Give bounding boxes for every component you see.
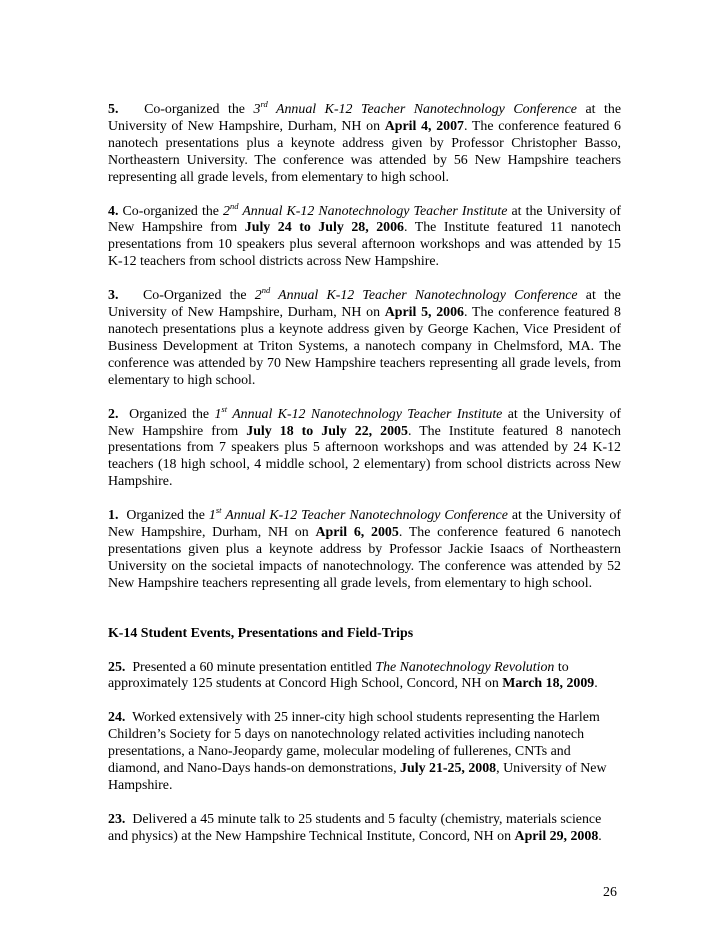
event-date: July 24 to July 28, 2006 bbox=[244, 220, 404, 236]
section-heading: K-14 Student Events, Presentations and Field-Trips bbox=[108, 625, 414, 641]
conference-item-5: 5. Co-organized the 3rd Annual K-12 Teacher Nanotechnology Conference at the University of New Hampshire, Durham, NH on April 4, 2007. The conference featured 6 nanotech presentations plus a keynote address given by Professor Christopher Basso, Northeastern University. The conference was attended by 56 New Hampshire teachers representing all grade levels, from elementary to high school. bbox=[108, 99, 621, 185]
conference-item-2: 2. Organized the 1st Annual K-12 Nanotechnology Teacher Institute at the University of New Hampshire from July 18 to July 22, 2005. The Institute featured 8 nanotech presentations from 7 speakers plus 5 afternoon workshops and was attended by 24 K-12 teachers (18 high school, 4 middle school, 2 elementary) from school districts across New Hampshire. bbox=[108, 403, 622, 490]
item-number: 4. bbox=[108, 203, 119, 219]
event-title: Annual K-12 Teacher Nanotechnology Conference bbox=[221, 508, 508, 524]
event-date: July 21-25, 2008 bbox=[400, 761, 497, 777]
event-date: July 18 to July 22, 2005 bbox=[246, 423, 408, 439]
event-title: Annual K-12 Teacher Nanotechnology Conference bbox=[267, 102, 577, 117]
event-date: March 18, 2009 bbox=[502, 676, 595, 692]
item-number: 24. bbox=[108, 710, 126, 726]
event-title: Annual K-12 Nanotechnology Teacher Institute bbox=[227, 406, 503, 422]
event-title: Annual K-12 Nanotechnology Teacher Institute bbox=[238, 203, 508, 219]
item-number: 3. bbox=[108, 288, 119, 304]
item-number: 2. bbox=[108, 406, 119, 422]
item-number: 23. bbox=[108, 811, 126, 827]
page-content bbox=[108, 99, 622, 846]
event-item-24: 24. Worked extensively with 25 inner-city high school students representing the Harlem Children’s Society for 5 days on nanotechnology related activities including nanotech presentations, a Nano-Jeopardy game, molecular modeling of fullerenes, CNTs and diamond, and Nano-Days hands-on demonstrations, July 21-25, 2008, University of New Hampshire. bbox=[108, 710, 607, 793]
event-title: Annual K-12 Teacher Nanotechnology Conference bbox=[270, 288, 578, 304]
event-item-23: 23. Delivered a 45 minute talk to 25 students and 5 faculty (chemistry, materials science and physics) at the New Hampshire Technical Institute, Concord, NH on April 29, 2008. bbox=[108, 811, 602, 844]
item-number: 1. bbox=[108, 508, 119, 524]
event-date: April 29, 2008 bbox=[514, 828, 599, 844]
presentation-title: The Nanotechnology Revolution bbox=[375, 659, 555, 675]
page-number: 26 bbox=[603, 885, 617, 900]
conference-item-4: 4. Co-organized the 2nd Annual K-12 Nanotechnology Teacher Institute at the University of New Hampshire from July 24 to July 28, 2006. The Institute featured 11 nanotech presentations from 10 speakers plus several afternoon workshops and was attended by 15 K-12 teachers from school districts across New Hampshire. bbox=[108, 200, 622, 270]
event-date: April 4, 2007 bbox=[384, 118, 464, 134]
event-date: April 6, 2005 bbox=[315, 525, 399, 541]
item-number: 5. bbox=[108, 102, 119, 117]
item-number: 25. bbox=[108, 659, 126, 675]
conference-item-1: 1. Organized the 1st Annual K-12 Teacher Nanotechnology Conference at the University of New Hampshire, Durham, NH on April 6, 2005. The conference featured 6 nanotech presentations given plus a keynote address by Professor Jackie Isaacs of Northeastern University on the societal impacts of nanotechnology. The conference was attended by 52 New Hampshire teachers representing all grade levels, from elementary to high school. bbox=[108, 505, 621, 591]
event-date: April 5, 2006 bbox=[384, 305, 464, 321]
conference-item-3: 3. Co-Organized the 2nd Annual K-12 Teacher Nanotechnology Conference at the University of New Hampshire, Durham, NH on April 5, 2006. The conference featured 8 nanotech presentations plus a keynote address given by George Kachen, Vice President of Business Development at Triton Systems, a nanotech company in Chelmsford, MA. The conference was attended by 70 New Hampshire teachers representing all grade levels, from elementary to high school. bbox=[108, 285, 621, 388]
event-item-25: 25. Presented a 60 minute presentation entitled The Nanotechnology Revolution to approximately 125 students at Concord High School, Concord, NH on March 18, 2009. bbox=[108, 659, 598, 692]
